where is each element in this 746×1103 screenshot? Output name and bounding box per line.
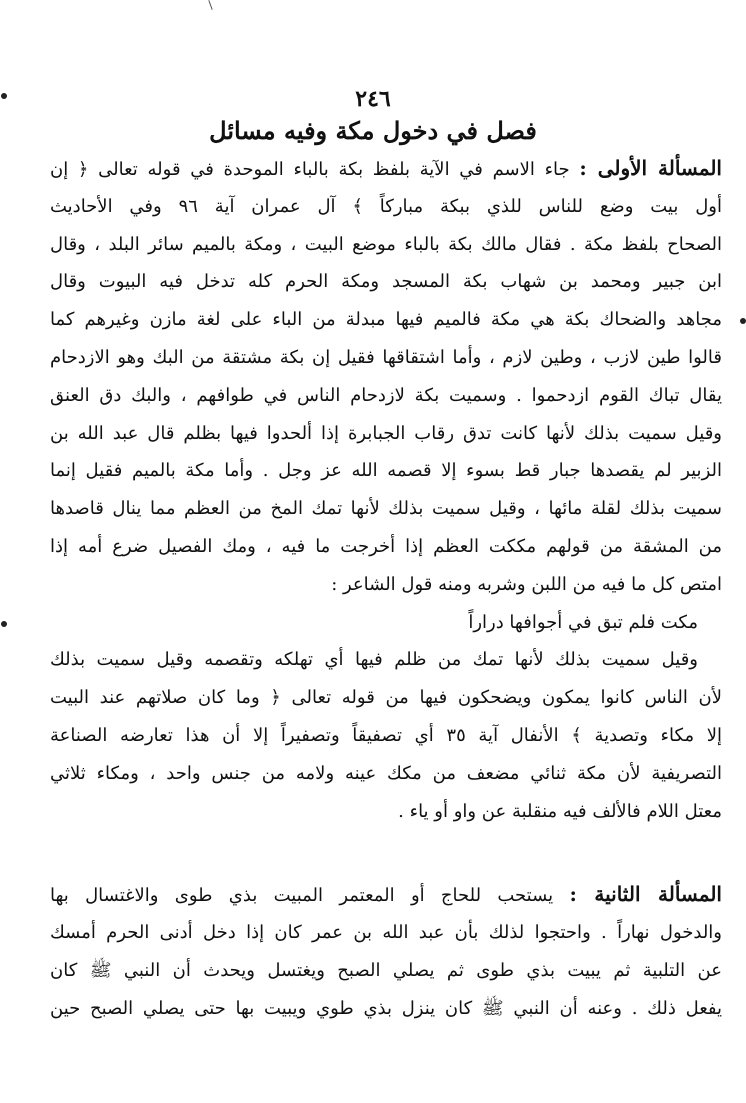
line-text: والدخول نهاراً . واحتجوا لذلك بأن عبد الله بن عمر كان إذا دخل أدنى الحرم أمسك bbox=[50, 922, 722, 944]
text-line bbox=[50, 263, 722, 301]
line-text: وقيل سميت بذلك لأنها تمك من ظلم فيها أي تهلكه وتقصمه وقيل سميت بذلك bbox=[50, 649, 698, 671]
text-line bbox=[50, 793, 722, 831]
question-two bbox=[50, 876, 722, 1027]
text-line bbox=[50, 528, 722, 566]
line-text: إلا مكاء وتصدية ﴾ الأنفال آية ٣٥ أي تصفيقاً وتصفيراً إلا أن هذا تعارضه الصناعة bbox=[50, 724, 722, 746]
text-line bbox=[50, 876, 722, 914]
page-number: ٢٤٦ bbox=[355, 86, 391, 112]
line-text: عن التلبية ثم يبيت بذي طوى ثم يصلي الصبح ويغتسل ويحدث أن النبي ﷺ كان bbox=[50, 959, 722, 981]
text-line bbox=[50, 301, 722, 339]
line-text: ابن جبير ومحمد بن شهاب بكة المسجد ومكة الحرم كله تدخل فيه البيوت وقال bbox=[50, 271, 722, 293]
line-text: مكت فلم تبق في أجوافها دراراً bbox=[468, 611, 698, 633]
line-text: وقيل سميت بذلك لأنها كانت تدق رقاب الجبابرة إذا ألحدوا فيها بظلم قال عبد الله بن bbox=[50, 422, 722, 444]
text-line bbox=[50, 226, 722, 264]
text-line bbox=[50, 641, 722, 679]
line-text: سميت بذلك لقلة مائها ، وقيل سميت بذلك لأنها تمك المخ من العظم مما ينال قاصدها bbox=[50, 498, 722, 520]
text-line bbox=[50, 339, 722, 377]
line-text: يستحب للحاج أو المعتمر المبيت بذي طوى والاغتسال بها bbox=[50, 885, 554, 907]
section-title: فصل في دخول مكة وفيه مسائل bbox=[209, 116, 537, 145]
line-text: الزبير لم يقصدها جبار قط بسوء إلا قصمه الله عز وجل . وأما مكة بالميم فقيل إنما bbox=[50, 460, 722, 482]
line-text: مجاهد والضحاك بكة هي مكة فالميم فيها مبدلة من الباء على لغة مازن وغيرهم كما bbox=[50, 309, 722, 331]
line-text: التصريفية لأن مكة ثنائي مضعف من مكك عينه ولامه من جنس واحد ، ومكاء ثلاثي bbox=[50, 762, 722, 784]
text-line bbox=[50, 679, 722, 717]
text-line bbox=[50, 990, 722, 1028]
line-text: الصحاح بلفظ مكة . فقال مالك بكة بالباء موضع البيت ، ومكة بالميم سائر البلد ، وقال bbox=[50, 233, 722, 255]
text-line bbox=[50, 452, 722, 490]
line-text: قالوا طين لازب ، وطين لازم ، وأما اشتقاقها فقيل إن بكة مشتقة من البك وهو الازدحام bbox=[50, 346, 722, 368]
text-line bbox=[50, 150, 722, 188]
text-line bbox=[50, 566, 722, 604]
line-text: من المشقة من قولهم مككت العظم إذا أخرجت ما فيه ، ومك الفصيل ضرع أمه إذا bbox=[50, 535, 722, 557]
line-text: جاء الاسم في الآية بلفظ بكة بالباء الموحدة في قوله تعالى ﴿ إن bbox=[50, 159, 570, 180]
text-line bbox=[50, 188, 722, 226]
text-line bbox=[50, 952, 722, 990]
scan-mark bbox=[208, 0, 212, 10]
line-text: معتل اللام فالألف فيه منقلبة عن واو أو ياء . bbox=[398, 800, 722, 822]
margin-dot bbox=[1, 621, 7, 627]
line-text: أول بيت وضع للناس للذي ببكة مباركاً ﴾ آل عمران آية ٩٦ وفي الأحاديث bbox=[50, 195, 722, 217]
text-line bbox=[50, 490, 722, 528]
text-line bbox=[50, 755, 722, 793]
text-line bbox=[50, 604, 722, 642]
paragraph-gap bbox=[50, 830, 722, 876]
line-text: يقال تباك القوم ازدحموا . وسميت بكة لازدحام الناس في طوافهم ، والبك دق العنق bbox=[50, 384, 722, 406]
line-text: امتص كل ما فيه من اللبن وشربه ومنه قول الشاعر : bbox=[331, 573, 722, 595]
line-text: يفعل ذلك . وعنه أن النبي ﷺ كان ينزل بذي طوي ويبيت بها حتى يصلي الصبح حين bbox=[50, 997, 722, 1019]
line-text: لأن الناس كانوا يمكون ويضحكون فيها من قوله تعالى ﴿ وما كان صلاتهم عند البيت bbox=[50, 687, 722, 709]
question-heading: المسألة الثانية : bbox=[569, 882, 722, 907]
text-line bbox=[50, 377, 722, 415]
question-heading: المسألة الأولى : bbox=[579, 156, 722, 180]
margin-dot bbox=[740, 318, 746, 324]
text-line bbox=[50, 914, 722, 952]
text-line bbox=[50, 717, 722, 755]
question-one bbox=[50, 150, 722, 830]
text-line bbox=[50, 415, 722, 453]
body-text bbox=[50, 150, 722, 1028]
